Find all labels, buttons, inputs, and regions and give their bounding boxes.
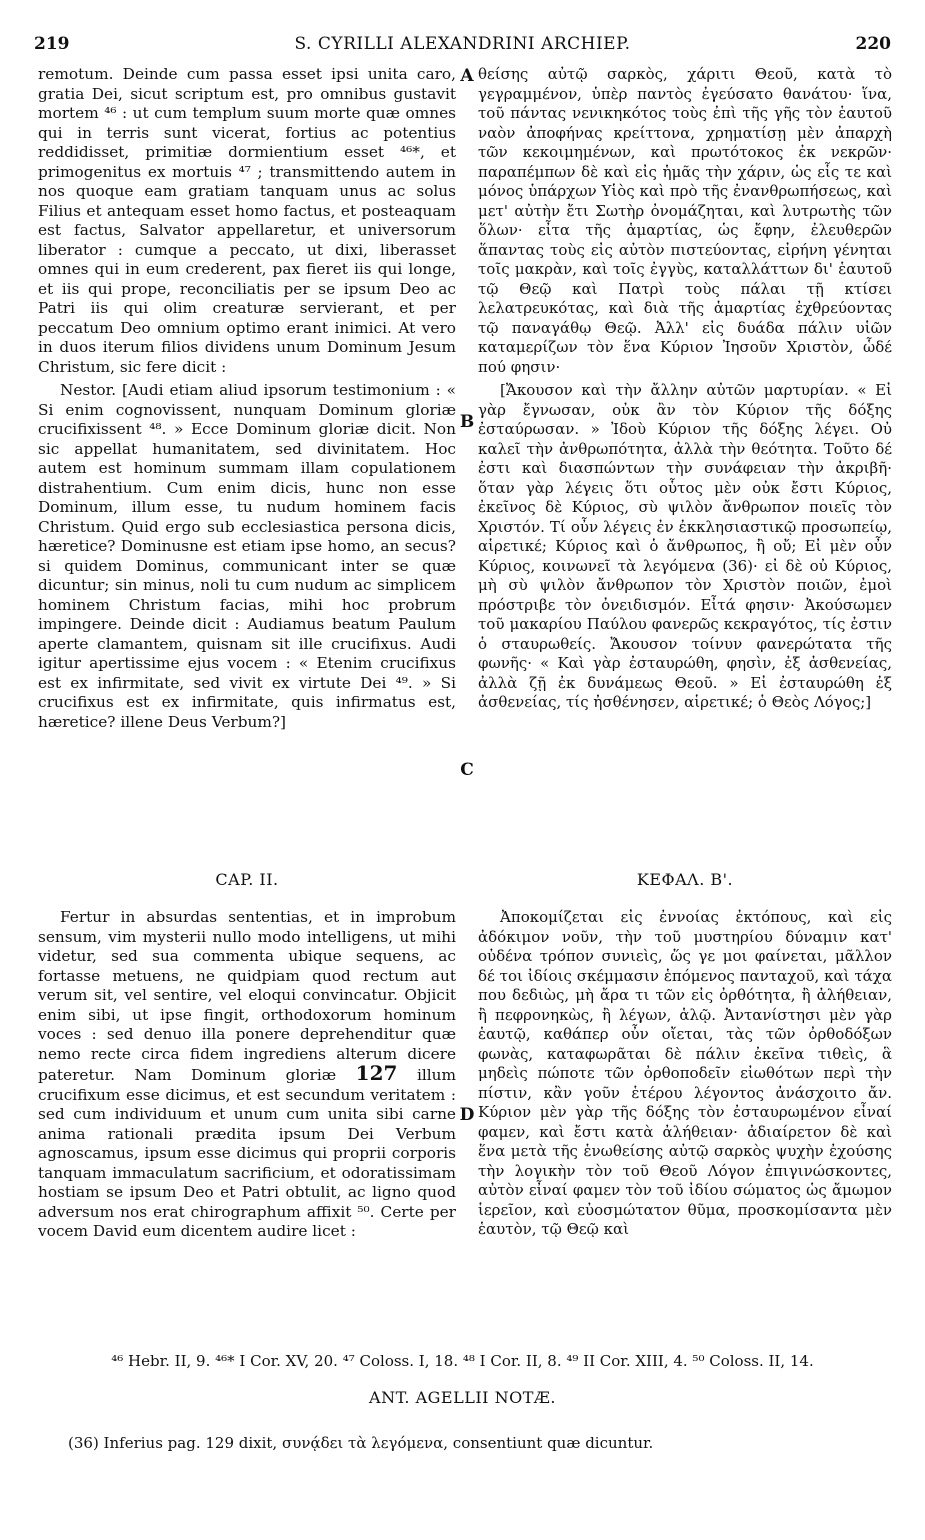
margin-marker-a: A	[460, 66, 474, 86]
footnotes: ⁴⁶ Hebr. II, 9. ⁴⁶* I Cor. XV, 20. ⁴⁷ Coloss. I, 18. ⁴⁸ I Cor. II, 8. ⁴⁹ II Cor. XIII, 4. ⁵⁰ Coloss. II, 14.	[111, 1352, 814, 1370]
chapter-heading-latin: CAP. II.	[215, 870, 279, 889]
latin-paragraph-nestor: Nestor. [Audi etiam aliud ipsorum testimonium : « Si enim cognovissent, nunquam Dominum gloriæ crucifixissent ⁴⁸. » Ecce Dominum gloriæ dicit. Non sic appellat humanitatem, sed divinitatem. Hoc autem est hominum summam illam copulationem distrahentium. Cum enim dicis, hunc non esse Dominum, illum esse, tu nudum hominem facis Christum. Quid ergo sub ecclesiastica persona dicis, hæretice? Dominusne est etiam ipse homo, an secus? si quidem Dominus, communicant inter se quæ dicuntur; sin minus, noli tu cum nudum ac simplicem hominem Christum facias, mihi hoc probrum impingere. Deinde dicit : Audiamus beatum Paulum aperte clamantem, quisnam sit ille crucifixus. Audi igitur apertissime ejus vocem : « Etenim crucifixus est ex infirmitate, sed vivit ex virtute Dei ⁴⁹. » Si crucifixus est ex infirmitate, quis infirmatus est, hæretice? illene Deus Verbum?]	[38, 381, 456, 731]
margin-marker-d: D	[459, 1105, 475, 1125]
greek-paragraph-nestor: [Ἄκουσον καὶ τὴν ἄλλην αὐτῶν μαρτυρίαν. « Εἰ γὰρ ἔγνωσαν, οὐκ ἂν τὸν Κύριον τῆς δόξης ἐσταύρωσαν. » Ἰδοὺ Κύριον τῆς δόξης λέγει. Οὐ καλεῖ τὴν ἀνθρωπότητα, ἀλλὰ τὴν θεότητα. Τοῦτο δέ ἐστι καὶ διασπώντων τὴν συνάφειαν τὴν ἀκριβῆ· ὅταν γὰρ λέγεις ὅτι οὗτος μὲν οὐκ ἔστι Κύριος, ἐκεῖνος δὲ Κύριος, σὺ ψιλὸν ἄνθρωπον ποιεῖς τὸν Χριστόν. Τί οὖν λέγεις ἐν ἐκκλησιαστικῷ προσωπείῳ, αἱρετικέ; Κύριος καὶ ὁ ἄνθρωπος, ἢ οὔ; Εἰ μὲν οὖν Κύριος, κοινωνεῖ τὰ λεγόμενα (36)· εἰ δὲ οὐ Κύριος, μὴ σὺ ψιλὸν ἄνθρωπον τὸν Χριστὸν ποιῶν, ἐμοὶ πρόστριβε τὸν ὀνειδισμόν. Εἶτά φησιν· Ἀκούσωμεν τοῦ μακαρίου Παύλου φανερῶς κεκραγότος, τίς ἐστιν ὁ σταυρωθείς. Ἄκουσον τοίνυν φανερώτατα τῆς φωνῆς· « Καὶ γὰρ ἐσταυρώθη, φησὶν, ἐξ ἀσθενείας, ἀλλὰ ζῇ ἐκ δυνάμεως Θεοῦ. » Εἰ ἐσταυρώθη ἐξ ἀσθενείας, τίς ἠσθένησεν, αἱρετικέ; ὁ Θεὸς Λόγος;]	[478, 381, 892, 711]
running-title: S. CYRILLI ALEXANDRINI ARCHIEP.	[294, 34, 631, 54]
latin-text-part1: Fertur in absurdas sententias, et in improbum sensum, vim mysterii nullo modo intelligens, ut mihi videtur, sed sua commenta ubique sequens, ac fortasse metuens, ne quidpiam quod rectum aut verum sit, vel sentire, vel eloqui convincatur. Objicit enim sibi, ut ipse fingit, orthodoxorum hominum voces : sed denuo illa ponere deprehenditur quæ nemo recte circa fidem ingrediens alterum dicere pateretur. Nam Dominum gloriæ	[38, 908, 456, 1084]
greek-paragraph-cap2: Ἀποκομίζεται εἰς ἐννοίας ἐκτόπους, καὶ εἰς ἀδόκιμον νοῦν, τὴν τοῦ μυστηρίου δύναμιν κατ' οὐδένα τρόπον συνιεὶς, ὥς γε μοι φαίνεται, μᾶλλον δέ τοι ἰδίοις σκέμμασιν ἑπόμενος πανταχοῦ, καὶ τάχα που δεδιὼς, μὴ ἄρα τι τῶν εἰς ὀρθότητα, ἢ ἀλήθειαν, ἢ πεφρονηκὼς, ἢ λέγων, ἁλῷ. Ἀντανίστησι μὲν γὰρ ἑαυτῷ, καθάπερ οὖν οἴεται, τὰς τῶν ὀρθοδόξων φωνὰς, καταφωρᾶται δὲ πάλιν ἐκεῖνα τιθεὶς, ἃ μηδεὶς πώποτε τῶν ὀρθοποδεῖν εἰωθότων περὶ τὴν πίστιν, κἂν γοῦν ἑτέρου λέγοντος ἀνάσχοιτο ἄν. Κύριον μὲν γὰρ τῆς δόξης τὸν ἐσταυρωμένον εἶναί φαμεν, καὶ ἔστι κατὰ ἀλήθειαν· ἀδιαίρετον δὲ καὶ ἕνα μετὰ τῆς ἑνωθείσης αὐτῷ σαρκὸς ψυχὴν ἐχούσης τὴν λογικὴν τὸν τοῦ Θεοῦ Λόγον ἐπιγινώσκοντες, αὐτὸν εἶναί φαμεν τὸν τοῦ ἰδίου σώματος ὡς ἄμωμον ἱερεῖον, καὶ εὐοσμώτατον θῦμα, προσκομίσαντα μὲν ἑαυτὸν, τῷ Θεῷ καὶ	[478, 908, 892, 1238]
latin-text-part2: illum crucifixum esse dicimus, et est secundum veritatem : sed cum individuum et unum cum unita sibi carne anima rationali prædita ipsum Dei Verbum agnoscamus, ipsum esse dicimus qui proprii corporis tanquam immaculatum sacrificium, et odoratissimam hostiam se ipsum Deo et Patri obtulit, ac ligno quod adversum nos erat chirographum affixit ⁵⁰. Certe per vocem David eum dicentem audire licet :	[38, 1066, 456, 1240]
page-number-right: 220	[855, 34, 891, 54]
page-number-left: 219	[34, 34, 70, 54]
latin-column-bottom	[38, 908, 456, 1242]
notes-title: ANT. AGELLII NOTÆ.	[369, 1388, 556, 1407]
chapter-heading-greek: ΚΕΦΑΛ. Β'.	[636, 870, 734, 889]
margin-marker-c: C	[460, 760, 474, 780]
greek-column-top	[478, 65, 892, 713]
latin-paragraph-cap2	[38, 908, 456, 1242]
greek-paragraph-1: θείσης αὐτῷ σαρκὸς, χάριτι Θεοῦ, κατὰ τὸ γεγραμμένον, ὑπὲρ παντὸς ἐγεύσατο θανάτου· ἵνα, τοῦ πάντας νενικηκότος τοὺς ἐπὶ τῆς γῆς τὸν ἑαυτοῦ ναὸν ἀποφήνας κρείττονα, χρηματίσῃ μὲν ἀπαρχὴ τῶν κεκοιμημένων, καὶ πρωτότοκος ἐκ νεκρῶν· παραπέμπων δὲ καὶ εἰς ἡμᾶς τὴν χάριν, ὡς εἷς τε καὶ μόνος ὑπάρχων Υἱὸς καὶ πρὸ τῆς ἐνανθρωπήσεως, καὶ μετ' αὐτὴν ἔτι Σωτὴρ ὀνομάζηται, καὶ λυτρωτὴς τῶν ὅλων· εἶτα τῆς ἁμαρτίας, ὡς ἔφην, ἐλευθερῶν ἅπαντας τοὺς εἰς αὐτὸν πιστεύοντας, εἰρήνη γένηται τοῖς μακρὰν, καὶ τοῖς ἐγγὺς, καταλλάττων δι' ἑαυτοῦ τῷ Θεῷ καὶ Πατρὶ τοὺς πάλαι τῇ κτίσει λελατρευκότας, καὶ διὰ τῆς ἁμαρτίας ἐχθρεύοντας τῷ παναγάθῳ Θεῷ. Ἀλλ' εἰς δυάδα πάλιν υἱῶν καταμερίζων τὸν ἕνα Κύριον Ἰησοῦν Χριστὸν, ὧδέ πού φησιν·	[478, 65, 892, 376]
page-header	[34, 34, 891, 58]
page-marker-number: 127	[355, 1061, 398, 1085]
note-36: (36) Inferius pag. 129 dixit, συνᾴδει τὰ λεγόμενα, consentiunt quæ dicuntur.	[68, 1434, 654, 1452]
latin-column-top	[38, 65, 456, 732]
greek-column-bottom	[478, 908, 892, 1240]
margin-marker-b: B	[459, 412, 475, 432]
latin-paragraph-1: remotum. Deinde cum passa esset ipsi unita caro, gratia Dei, sicut scriptum est, pro omnibus gustavit mortem ⁴⁶ : ut cum templum suum morte quæ omnes qui in terris sunt vicerat, fortius ac potentius reddidisset, primitiæ dormientium esset ⁴⁶*, et primogenitus ex mortuis ⁴⁷ ; transmittendo autem in nos quoque eam gratiam tanquam unus ac solus Filius et antequam esset homo factus, et posteaquam est factus, Salvator appellaretur, et universorum liberator : cumque a peccato, ut dixi, liberasset omnes qui in eum crederent, pax fieret iis qui longe, et iis qui prope, reconciliatis per se ipsum Deo ac Patri iis qui olim creaturæ servierant, et per peccatum Deo omnium optimo erant inimici. At vero in duos iterum filios dividens unum Dominum Jesum Christum, sic fere dicit :	[38, 65, 456, 376]
